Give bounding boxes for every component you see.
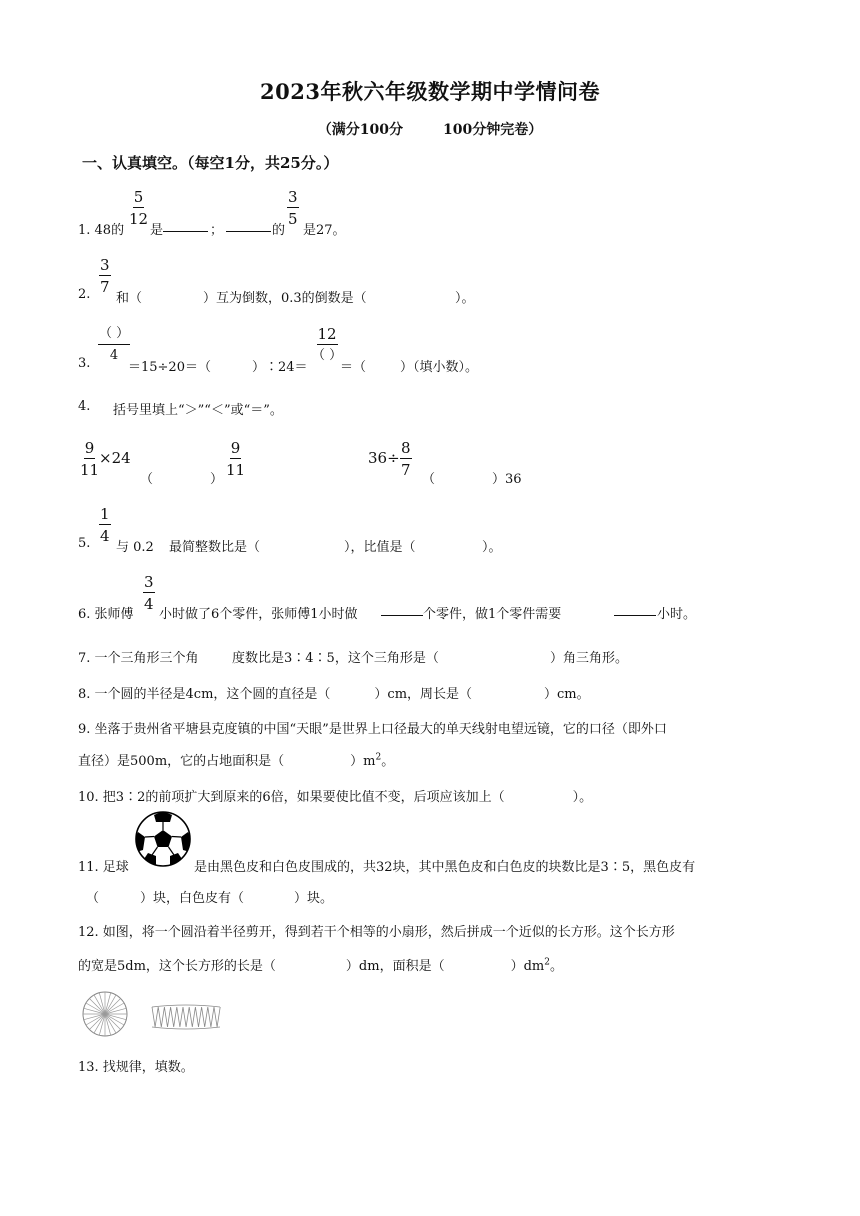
question-8: 8. 一个圆的半径是4cm，这个圆的直径是（ ）cm，周长是（ ）cm。 xyxy=(78,687,590,702)
fraction-blank-4: （ ） 4 xyxy=(99,326,130,363)
exam-subtitle xyxy=(0,119,860,139)
fraction-3-4: $\frac{3}{4}$ xyxy=(144,573,154,613)
answer-blank[interactable] xyxy=(614,603,656,616)
circle-sectors-diagram xyxy=(80,990,130,1038)
fraction-9-11: $\frac{9}{11}$ xyxy=(80,439,100,479)
question-10: 10. 把3∶2的前项扩大到原来的6倍，如果要使比值不变，后项应该加上（ ）。 xyxy=(78,790,593,805)
answer-blank[interactable] xyxy=(381,603,423,616)
soccer-ball-icon xyxy=(134,810,192,868)
fraction-3-5: $\frac{3}{5}$ xyxy=(288,188,298,228)
answer-blank[interactable] xyxy=(226,219,271,232)
section-1-heading: 一、认真填空。（每空1分，共25分。） xyxy=(82,154,339,172)
rectangle-sectors-diagram xyxy=(150,1004,222,1030)
fraction-5-12: $\frac{5}{12}$ xyxy=(129,188,149,228)
answer-blank[interactable] xyxy=(163,219,208,232)
exam-title: 2023年秋六年级数学期中学情问卷 xyxy=(260,79,600,104)
question-13: 13. 找规律，填数。 xyxy=(78,1060,194,1075)
fraction-1-4: $\frac{1}{4}$ xyxy=(100,505,110,545)
fraction-12-blank: 12 （ ） xyxy=(312,325,343,363)
time-limit: 100分钟完卷） xyxy=(443,122,543,138)
fraction-9-11: $\frac{9}{11}$ xyxy=(226,439,246,479)
fraction-3-7: $\frac{3}{7}$ xyxy=(100,256,110,296)
full-score: （满分100分 xyxy=(317,122,403,138)
fraction-8-7: $\frac{8}{7}$ xyxy=(401,439,411,479)
